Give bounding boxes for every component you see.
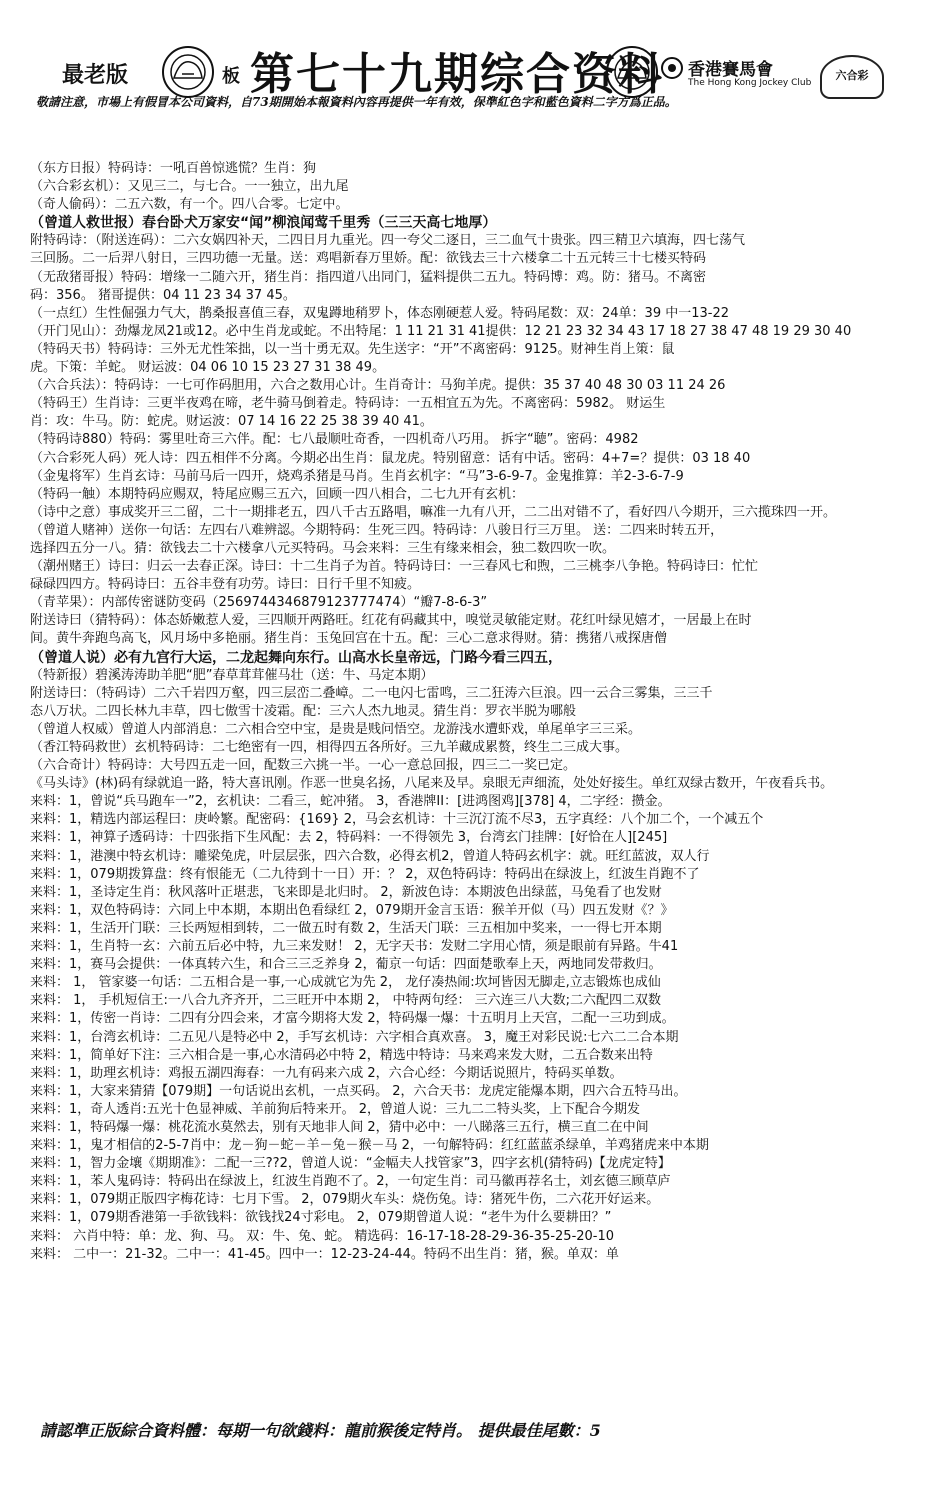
text-line: （特码诗880）特码：雾里吐奇三六伴。配：七八最顺吐奇香，一四机奇八巧用。 拆字“聴”。密码：4982 <box>30 432 639 448</box>
text-line: 《马头诗》(林)码有绿就追一路，特大喜讯刚。作恶一世臭名扬，八尾来及早。泉眼无声细流，处处好接生。单红双绿古数开，午夜看兵书。 <box>30 776 834 792</box>
text-line: 选择四五分一八。猜：欲钱去二十六楼拿八元买特码。马会来料：三生有缘来相会，独二数四吹一吹。 <box>30 540 616 556</box>
text-line: （特新报）碧溪涛涛助羊肥“肥”春草茸茸催马壮（送：牛、马定本期） <box>30 667 434 683</box>
text-line: （金鬼将军）生肖玄诗：马前马后一四开，烧鸡杀猪是马肖。生肖玄机字：“马”3-6-9-7。金鬼推算：羊2-3-6-7-9 <box>30 468 684 484</box>
text-line: （奇人偷码）：二五六数，有一个。四八合零。七定中。 <box>30 197 349 213</box>
text-line: 来料： 1， 管家婆一句话：二五相合是一事,一心成就它为先 2， 龙仔凑热闹:坎坷皆因无脚走,立志锻炼也成仙 <box>30 975 661 991</box>
text-line: 来料：1，生活开门联：三长两短相到转，二一做五时有数 2，生活天门联：三五相加中奖来，一一得七开本期 <box>30 920 662 936</box>
text-line: 附特码诗：（附送连码）：二六女娲四补天，二四日月九重光。四一夸父二逐日，三二血气十贵张。四三精卫六填海，四七荡气 <box>30 233 746 249</box>
text-line: 来料：1，圣诗定生肖：秋风落叶正堪悲，飞来即是北归时。 2，新波色诗：本期波色出绿蓝，马兔看了也发财 <box>30 884 662 900</box>
club-name: 香港賽馬會 <box>688 60 773 80</box>
text-line: （曾道人赌神）送你一句话：左四右八难辨認。今期特码：生死三四。特码诗：八骏日行三万里。 送：二四来时转五开， <box>30 522 724 538</box>
text-line: （曾道人说）必有九宫行大运，二龙起舞向东行。山高水长皇帝远，门路今看三四五， <box>30 649 562 666</box>
text-line: （六合兵法）：特码诗：一七可作码胆用，六合之数用心计。生肖奇计：马狗羊虎。提供：35 37 40 48 30 03 11 24 26 <box>30 378 726 394</box>
text-line: 来料：1，双色特码诗：六同上中本期，本期出色看绿红 2，079期开金言玉语：猴羊开似（马）四五发财《？》 <box>30 902 674 918</box>
footer-text: 請認準正版綜合資料體：每期一句欲錢料：龍前猴後定特肖。 提供最佳尾數：5 <box>40 1421 601 1440</box>
text-line: 来料：1，助理玄机诗：鸡报五湖四海春：一九有码来六成 2，六合心经：今期话说照片，特码买单数。 <box>30 1065 623 1081</box>
text-line: 来料：1，台湾玄机诗：二五见八是特必中 2，手写玄机诗：六字相合真欢喜。 3，魔王对彩民说:七六二二合本期 <box>30 1029 679 1045</box>
text-line: 来料：1，079期拨算盘：终有恨能无（二九待到十一日）开：？ 2，双色特码诗：特码出在绿波上，红波生肖跑不了 <box>30 866 700 882</box>
text-line: 来料：1，智力金壤《期期准》：二配一三??2，曾道人说：“金幅夫人找管家”3，四字玄机(猜特码)【龙虎定特】 <box>30 1156 671 1172</box>
text-line: （无敌猪哥报）特码：增缘一二随六开，猪生肖：指四道八出同门，猛料提供二五九。特码博：鸡。防：猪马。不离密 <box>30 269 707 285</box>
text-line: （曾道人权威）曾道人内部消息：二六相合空中宝，是贵是贱问悟空。龙游浅水遭虾戏，单尾单字三三采。 <box>30 721 642 737</box>
text-line: （潮州赌王）诗曰：归云一去春正深。诗曰：十二生肖子为首。特码诗曰：一三春风七和煦，二三桃李八争艳。特码诗曰：忙忙 <box>30 559 759 575</box>
text-line: 来料：1，港澳中特玄机诗：雕梁兔虎，叶层层张，四六合数，必得玄机2，曾道人特码玄机字：就。旺红蓝波，双人行 <box>30 848 710 864</box>
text-line: 来料：1，简单好下注：三六相合是一事,心水清码必中特 2，精选中特诗：马来鸡来发大财，二五合数来出特 <box>30 1047 653 1063</box>
text-line: （诗中之意）事成奖开三二留，二十一期排老五，四八千古五路唱，嘛准一九有八开，二二出对错不了，看好四八今期开，三六揽珠四一开。 <box>30 504 837 520</box>
text-line: 间。黄牛奔跑鸟高飞，风月场中多艳丽。猪生肖：玉兔回宫在十五。配：三心二意求得财。猜：携猪八戒探唐僧 <box>30 631 668 647</box>
content-body <box>30 160 930 1264</box>
text-line: 来料：1，鬼才相信的2-5-7肖中：龙－狗－蛇－羊－兔－猴－马 2，一句解特码：红红蓝蓝杀绿单，羊鸡猪虎来中本期 <box>30 1138 709 1154</box>
text-line: 来料： 二中一：21-32。二中一：41-45。四中一：12-23-24-44。特码不出生肖：猪，猴。单双：单 <box>30 1246 619 1262</box>
text-line: 态八万状。二四长林九丰草，四七傲雪十凌霜。配：三六人杰九地灵。猜生肖：罗衣半脱为哪般 <box>30 703 577 719</box>
text-line: 来料：1，大家来猜猜【079期】一句话说出玄机，一点买码。 2，六合天书：龙虎定能爆本期，四六合五特马出。 <box>30 1083 687 1099</box>
text-line: 来料：1，苯人鬼码诗：特码出在绿波上，红波生肖跑不了。2，一句定生肖：司马徽再荐名士，刘玄德三顾草庐 <box>30 1174 671 1190</box>
text-line: 碌碌四四方。特码诗曰：五谷丰登有功劳。诗曰：日行千里不知疲。 <box>30 577 421 593</box>
edition-suffix: 板 <box>222 66 240 87</box>
page-title: 第七十九期综合资料 <box>250 49 664 100</box>
text-line: 附送诗曰：（特码诗）二六千岩四万壑，四三层峦二叠嶂。二一电闪七雷鸣，三二狂涛六巨浪。四一云合三雾集，三三千 <box>30 685 713 701</box>
text-line: （特码王）生肖诗：三更半夜鸡在啼，老牛骑马倒着走。特码诗：一五相宜五为先。不离密码：5982。 财运生 <box>30 396 666 412</box>
text-line: （青苹果）：内部传密谜防变码（2569744346879123777474）“瓣7-8-6-3” <box>30 595 488 611</box>
text-line: 肖：攻：牛马。防：蛇虎。财运波：07 14 16 22 25 38 39 40 41。 <box>30 414 433 430</box>
text-line: 来料：1，079期香港第一手欲钱料：欲钱找24寸彩电。 2，079期曾道人说：“老牛为什么要耕田？” <box>30 1210 612 1226</box>
notice-text: 敬請注意，市場上有假冒本公司資料，自73期開始本報資料內容再提供一年有效，保準紅色字和藍色資料二字方爲正品。 <box>36 95 677 109</box>
text-line: （特码天书）特码诗：三外无尤性笨拙，以一当十勇无双。先生送字：“开”不离密码：9125。财神生肖上策：鼠 <box>30 341 675 357</box>
text-line: 虎。下策：羊蛇。 财运波：04 06 10 15 23 27 31 38 49。 <box>30 360 386 376</box>
club-name-en: The Hong Kong Jockey Club <box>688 78 812 88</box>
text-line: 来料：1，特码爆一爆：桃花流水莫然去，别有天地非人间 2，猜中必中：一八睇落三五行，横三直二在中间 <box>30 1119 649 1135</box>
text-line: 附送诗曰（猜特码）：体态娇嫩惹人爱，三四顺开两路旺。红花有码藏其中，嗅觉灵敏能定财。花红叶绿见嬉才，一居最上在时 <box>30 613 752 629</box>
text-line: （一点红）生性倔强力气大，鹊桑报喜值三春，双鬼蹲地稍罗卜，体态刚硬惹人爱。特码尾数：双：24单：39 中一13-22 <box>30 305 729 321</box>
text-line: 来料：1，奇人透肖:五光十色显神威、羊前狗后特来开。 2，曾道人说：三九二二特头奖，上下配合今期发 <box>30 1101 641 1117</box>
text-line: 码：356。 猪哥提供：04 11 23 34 37 45。 <box>30 287 296 303</box>
page-header <box>0 0 951 120</box>
six-logo: 六合彩 <box>820 55 884 99</box>
horse-emblem-icon <box>604 44 660 100</box>
text-line: 来料：1，精选内部运程曰：庚岭繁。配密码：{169} 2，马会玄机诗：十三沉汀流不尽3，五字真经：八个加二个，一个减五个 <box>30 812 764 828</box>
text-line: （曾道人救世报）春台卧犬万家安“闻”柳浪闻莺千里秀（三三天高七地厚） <box>30 215 497 232</box>
text-line: 来料：1，传密一肖诗：二四有分四会来，才富今期将大发 2，特码爆一爆：十五明月上天宫，二配一三功到成。 <box>30 1011 675 1027</box>
text-line: （香江特码救世）玄机特码诗：二七绝密有一四，相得四五各所好。三九羊藏成累赘，终生二三成大事。 <box>30 740 629 755</box>
text-line: 来料：1，曾说“兵马跑车一”2，玄机诀：二看三，蛇冲猪。 3，香港牌II：[进鸿图鸡][378] 4，二字经：攒金。 <box>30 794 671 810</box>
text-line: 来料：1，神算子透码诗：十四张指下生风配：去 2，特码料：一不得领先 3，台湾玄门挂牌：[好恰在人][245] <box>30 830 668 846</box>
text-line: 三回肠。二一后羿八射日，三四功德一无量。送：鸡唱新春万里娇。配：欲钱去三十六楼拿二十五元转三十七楼买特码 <box>30 251 707 267</box>
text-line: （六合奇计）特码诗：大号四五走一回，配数三六挑一半。一心一意总回报，四三二一奖已定。 <box>30 758 577 774</box>
text-line: （特码一触）本期特码应赐双，特尾应赐三五六，回顾一四八相合，二七九开有玄机： <box>30 486 525 502</box>
text-line: （六合彩死人码）死人诗：四五相伴不分离。今期必出生肖：鼠龙虎。特别留意：话有中话。密码：4+7=？提供：03 18 40 <box>30 450 751 466</box>
jockey-club-logo-icon <box>660 56 684 80</box>
text-line: 来料： 六肖中特：单：龙、狗、马。 双：牛、兔、蛇。 精选码：16-17-18-28-29-36-35-25-20-10 <box>30 1228 615 1244</box>
horse-emblem-icon <box>160 44 216 100</box>
edition-label: 最老版 <box>62 62 129 88</box>
text-line: （东方日报）特码诗：一吼百兽惊逃慌？生肖：狗 <box>30 161 317 176</box>
text-line: 来料：1，赛马会提供：一体真转六生，和合三三乏养身 2，葡京一句话：四面楚歌奉上天，两地同发带救归。 <box>30 957 662 973</box>
text-line: （六合彩玄机）：又见三二，与七合。一一独立，出九尾 <box>30 179 349 195</box>
text-line: 来料： 1， 手机短信王:一八合九齐齐开，二三旺开中本期 2， 中特两句经： 三六连三八大数;二六配四二双数 <box>30 993 661 1009</box>
text-line: 来料：1，079期正版四字梅花诗：七月下雪。 2，079期火车头：烧伤兔。诗：猪死牛伤，二六花开好运来。 <box>30 1192 660 1208</box>
text-line: （开门见山）：劲爆龙凤21或12。必中生肖龙或蛇。不出特尾：1 11 21 31 41提供：12 21 23 32 34 43 17 18 27 38 47 48 19 29 30 40 <box>30 323 852 339</box>
text-line: 来料：1，生肖特一玄：六前五后必中特，九三来发财！ 2，无字天书：发财二字用心情，须是眼前有异路。牛41 <box>30 939 679 955</box>
